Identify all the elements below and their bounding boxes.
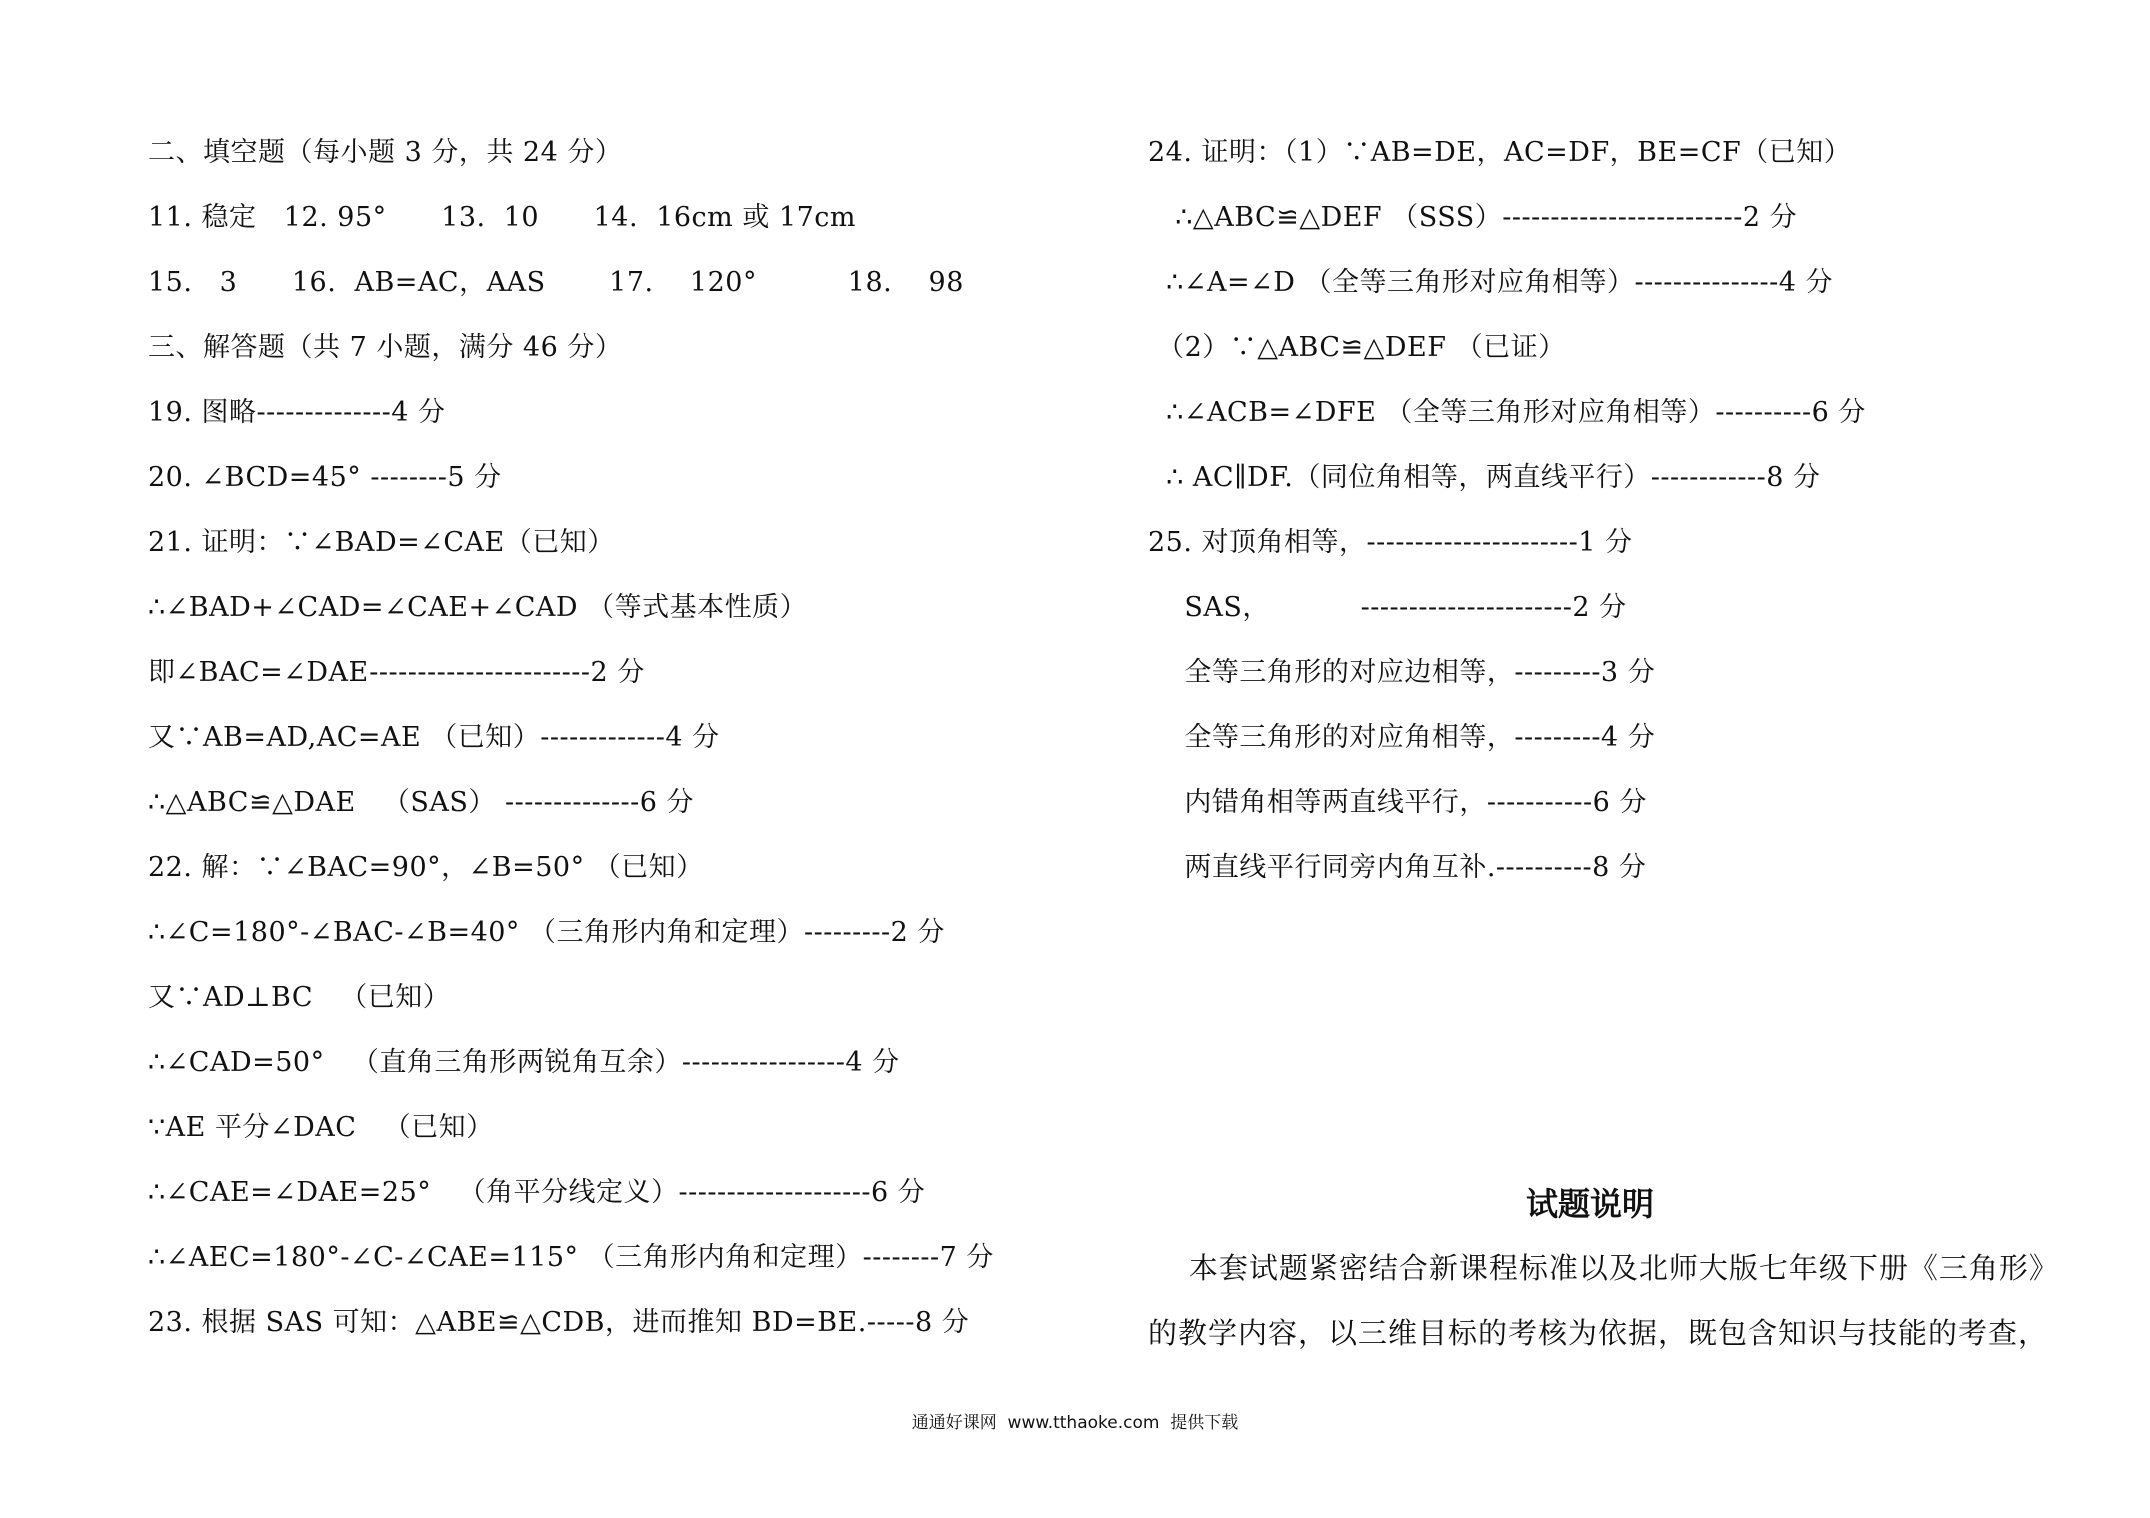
text-line: ∴∠ACB=∠DFE （全等三角形对应角相等）----------6 分 <box>1148 397 1866 428</box>
text-line: 即∠BAC=∠DAE-----------------------2 分 <box>148 657 645 688</box>
text-line: ∴∠A=∠D （全等三角形对应角相等）---------------4 分 <box>1148 267 1834 298</box>
text-line: 内错角相等两直线平行，-----------6 分 <box>1148 787 1647 818</box>
text-line: ∴∠CAE=∠DAE=25° （角平分线定义）--------------------6 分 <box>148 1177 926 1208</box>
page-footer: 通通好课网 www.tthaoke.com 提供下载 <box>911 1413 1239 1433</box>
text-line: 19. 图略--------------4 分 <box>148 397 446 428</box>
text-line: ∴∠BAD+∠CAD=∠CAE+∠CAD （等式基本性质） <box>148 592 808 623</box>
text-line: 全等三角形的对应边相等，---------3 分 <box>1148 657 1656 688</box>
text-line: ∴∠CAD=50° （直角三角形两锐角互余）-----------------4 分 <box>148 1047 900 1078</box>
text-line: （2）∵△ABC≌△DEF （已证） <box>1148 332 1566 363</box>
text-line: 15. 3 16. AB=AC，AAS 17. 120° 18. 98 <box>148 267 964 298</box>
text-line: 又∵AB=AD,AC=AE （已知）-------------4 分 <box>148 722 720 753</box>
text-line: 三、解答题（共 7 小题，满分 46 分） <box>148 332 623 363</box>
text-line: 22. 解：∵∠BAC=90°，∠B=50° （已知） <box>148 852 704 883</box>
text-line: 11. 稳定 12. 95° 13. 10 14. 16cm 或 17cm <box>148 202 857 233</box>
text-line: ∴∠C=180°-∠BAC-∠B=40° （三角形内角和定理）---------2 分 <box>148 917 945 948</box>
text-line: 20. ∠BCD=45° --------5 分 <box>148 462 502 493</box>
text-line: 25. 对顶角相等，----------------------1 分 <box>1148 527 1633 558</box>
text-line: 全等三角形的对应角相等，---------4 分 <box>1148 722 1656 753</box>
text-line: SAS， ----------------------2 分 <box>1148 592 1627 623</box>
text-line: ∵AE 平分∠DAC （已知） <box>148 1112 494 1143</box>
text-line: ∴△ABC≌△DAE （SAS） --------------6 分 <box>148 787 694 818</box>
text-line: 二、填空题（每小题 3 分，共 24 分） <box>148 137 623 168</box>
text-line: 21. 证明：∵∠BAD=∠CAE（已知） <box>148 527 615 558</box>
text-line: 23. 根据 SAS 可知：△ABE≌△CDB，进而推知 BD=BE.-----8 分 <box>148 1307 970 1338</box>
text-line: 24. 证明：（1）∵AB=DE，AC=DF，BE=CF（已知） <box>1148 137 1852 168</box>
section-title: 试题说明 <box>1526 1185 1655 1223</box>
text-line: 两直线平行同旁内角互补.----------8 分 <box>1148 852 1647 883</box>
text-line: ∴△ABC≌△DEF （SSS）-------------------------2 分 <box>1148 202 1798 233</box>
paragraph-line: 本套试题紧密结合新课程标准以及北师大版七年级下册《三角形》 <box>1148 1251 2059 1285</box>
text-line: 又∵AD⊥BC （已知） <box>148 982 451 1013</box>
text-line: ∴ AC∥DF.（同位角相等，两直线平行）------------8 分 <box>1148 462 1821 493</box>
paragraph-line: 的教学内容，以三维目标的考核为依据，既包含知识与技能的考查， <box>1148 1316 2049 1350</box>
text-line: ∴∠AEC=180°-∠C-∠CAE=115° （三角形内角和定理）--------7 分 <box>148 1242 994 1273</box>
